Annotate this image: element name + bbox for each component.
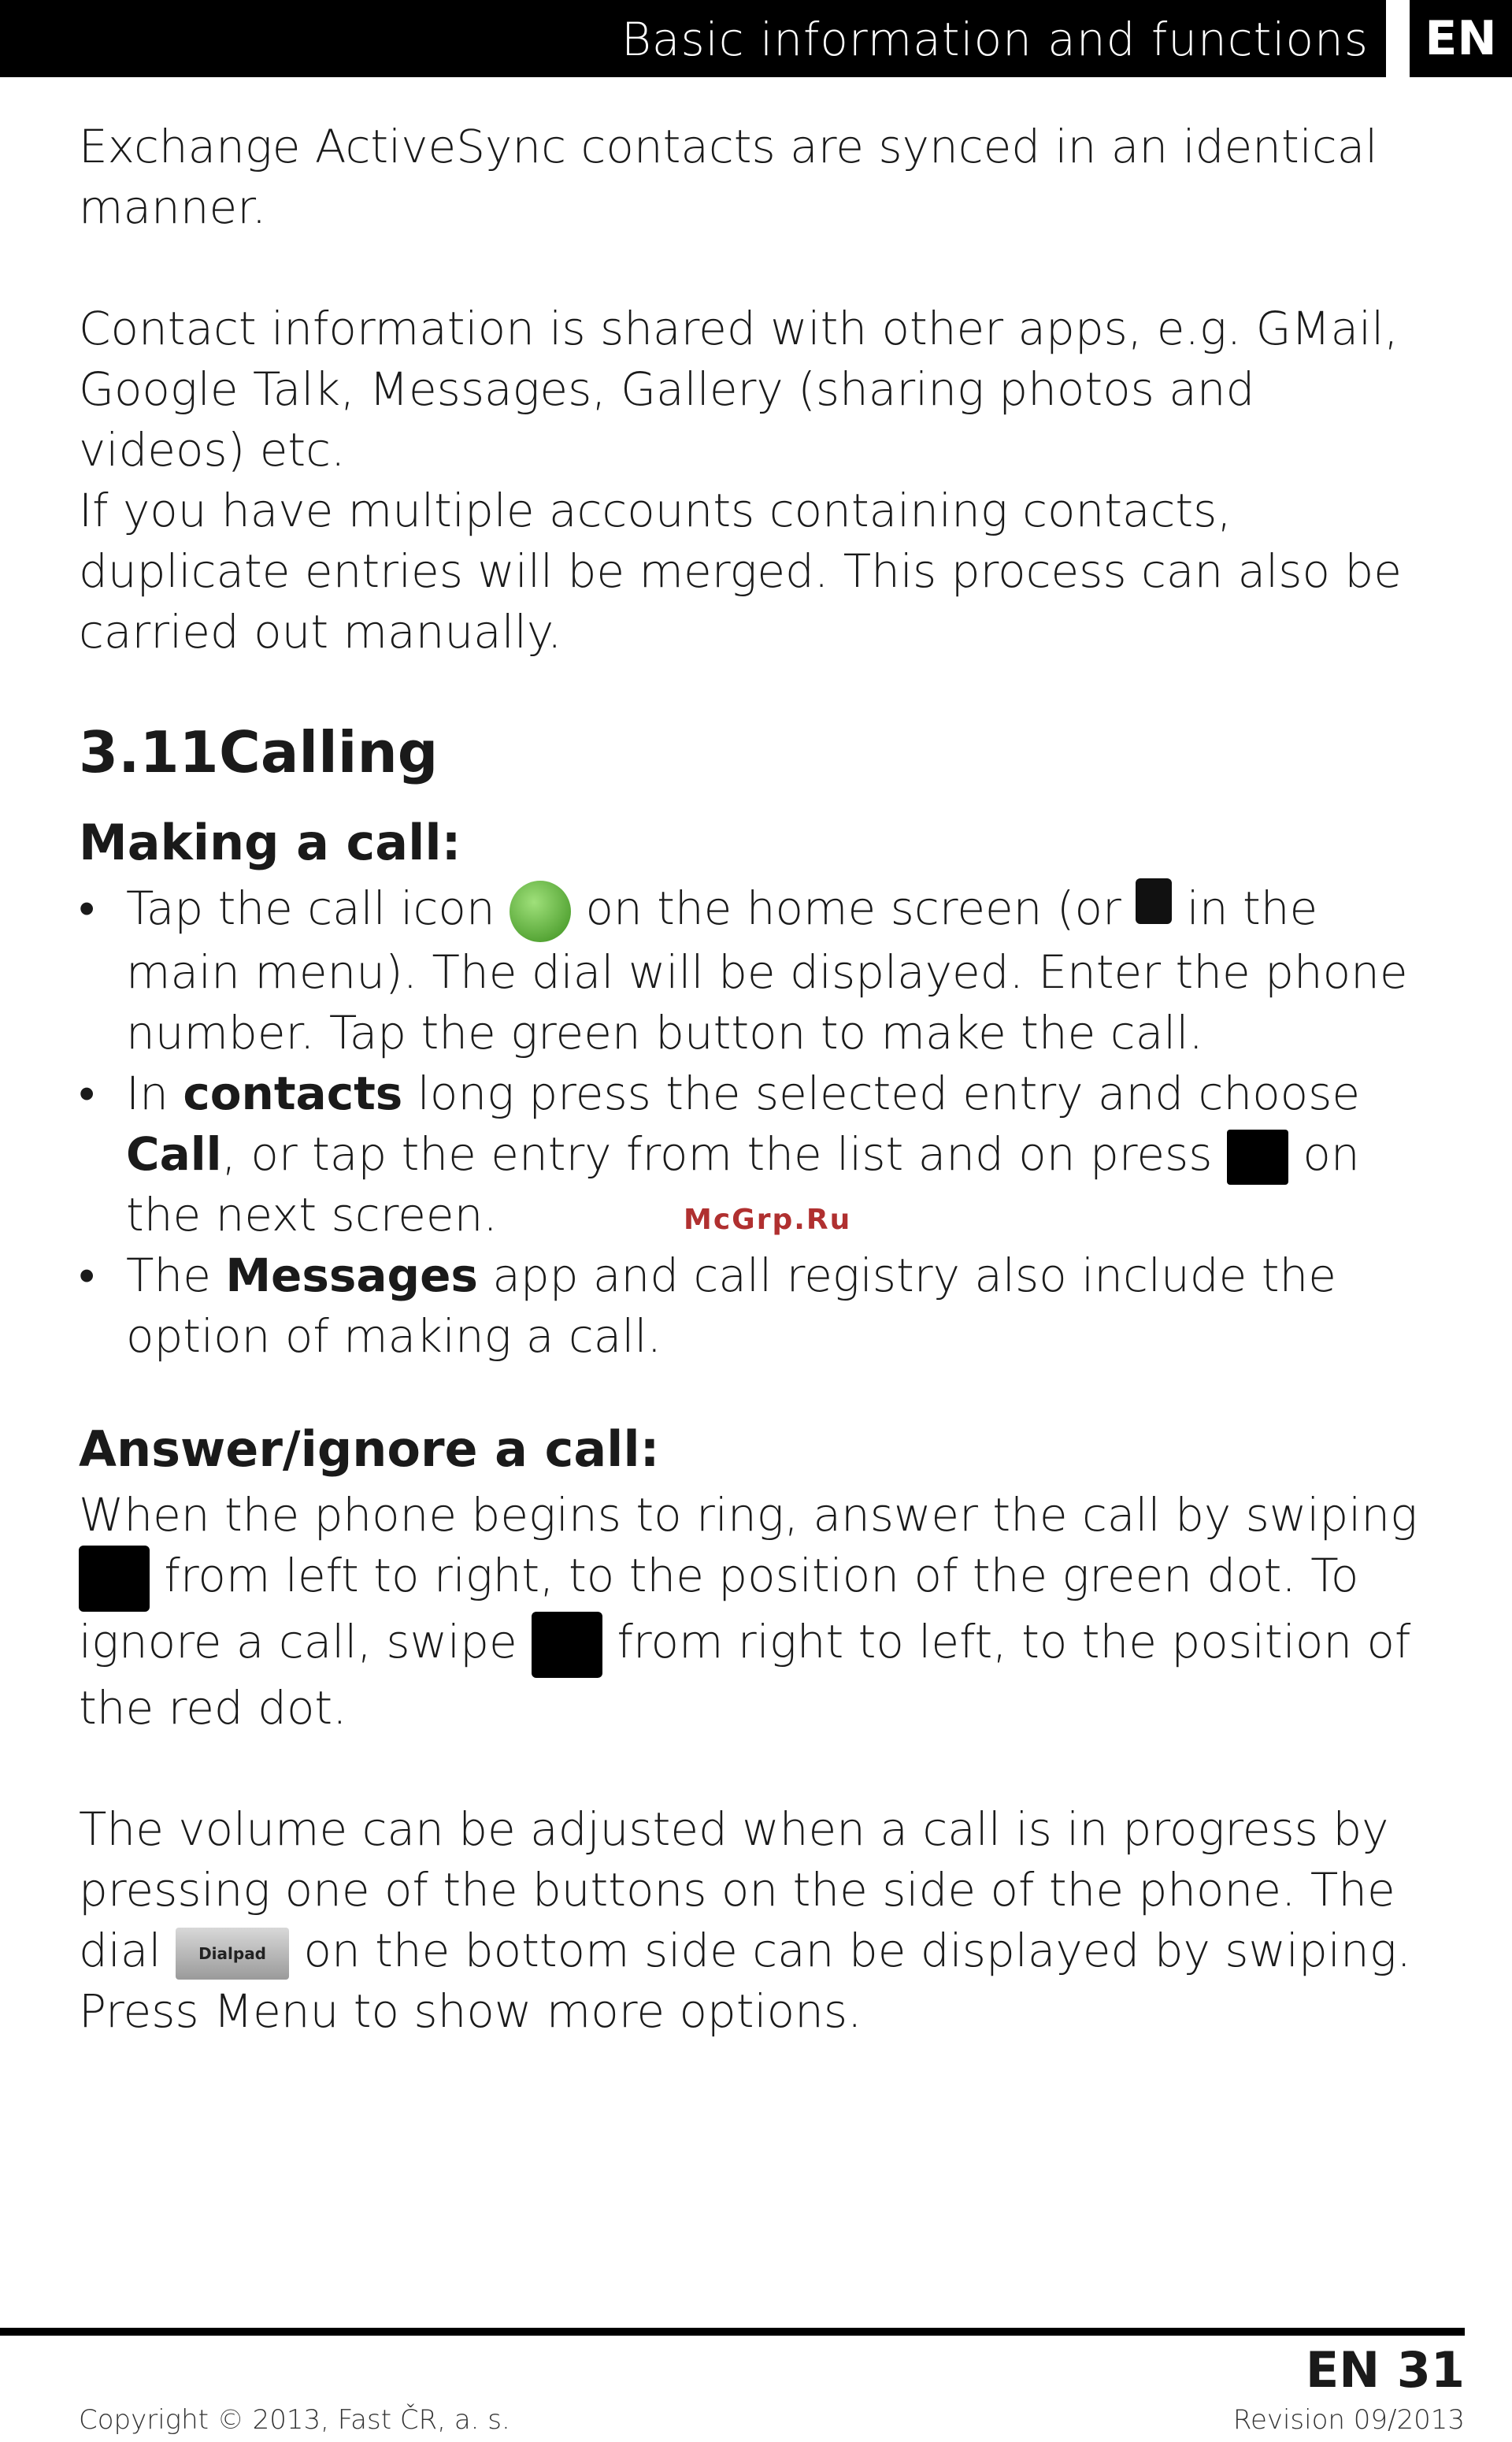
intro-paragraph-3: If you have multiple accounts containing contacts, duplicate entries will be merged. This process can also be carried out manually. (79, 484, 1402, 659)
watermark: McGrp.Ru (684, 1204, 852, 1236)
answer-paragraph: When the phone begins to ring, answer the call by swiping from left to right, to the position of the green dot. To ignore a call, swipe from right to left, to the position of the red dot. (79, 1488, 1418, 1735)
section-heading (79, 713, 1418, 792)
bullet: • (79, 881, 95, 935)
copyright: Copyright © 2013, Fast ČR, a. s. (79, 2404, 510, 2436)
dialpad-icon: Dialpad (176, 1928, 289, 1980)
section-number: 3.11 (79, 719, 219, 785)
intro-paragraph-2: Contact information is shared with other apps, e.g. GMail, Google Talk, Messages, Gallery (sharing photos and videos) etc. (79, 302, 1399, 477)
answer-call-heading: Answer/ignore a call: (79, 1420, 660, 1478)
page-content (79, 117, 1418, 2042)
call-black-icon (1227, 1130, 1288, 1185)
swipe-call-icon (532, 1612, 602, 1678)
list-item: • The Messages app and call registry also include the option of making a call. (79, 1245, 1418, 1367)
list-item: • In contacts long press the selected entry and choose Call, or tap the entry from the list and on press on the next screen. (79, 1063, 1418, 1245)
header-title: Basic information and functions (621, 13, 1369, 66)
making-call-list (79, 878, 1418, 1367)
language-badge: EN (1410, 0, 1512, 77)
list-item: • Tap the call icon on the home screen (or in the main menu). The dial will be displayed. Enter the phone number. Tap the green button to make the call. (79, 878, 1418, 1063)
phone-small-icon (1136, 878, 1172, 924)
phone-green-icon (510, 881, 571, 942)
revision: Revision 09/2013 (1232, 2404, 1465, 2436)
footer-divider (0, 2328, 1465, 2336)
volume-paragraph: The volume can be adjusted when a call is in progress by pressing one of the buttons on the side of the phone. The dial Dialpad on the bottom side can be displayed by swiping. Press Menu to show more options. (79, 1802, 1411, 2038)
page-number: EN 31 (1305, 2341, 1465, 2399)
section-title: Calling (219, 719, 439, 785)
bullet: • (79, 1067, 95, 1120)
making-call-heading: Making a call: (79, 814, 461, 871)
intro-paragraph-1: Exchange ActiveSync contacts are synced in an identical manner. (79, 120, 1378, 234)
swipe-call-icon (79, 1546, 150, 1612)
page-header (0, 0, 1386, 77)
bullet: • (79, 1249, 95, 1302)
